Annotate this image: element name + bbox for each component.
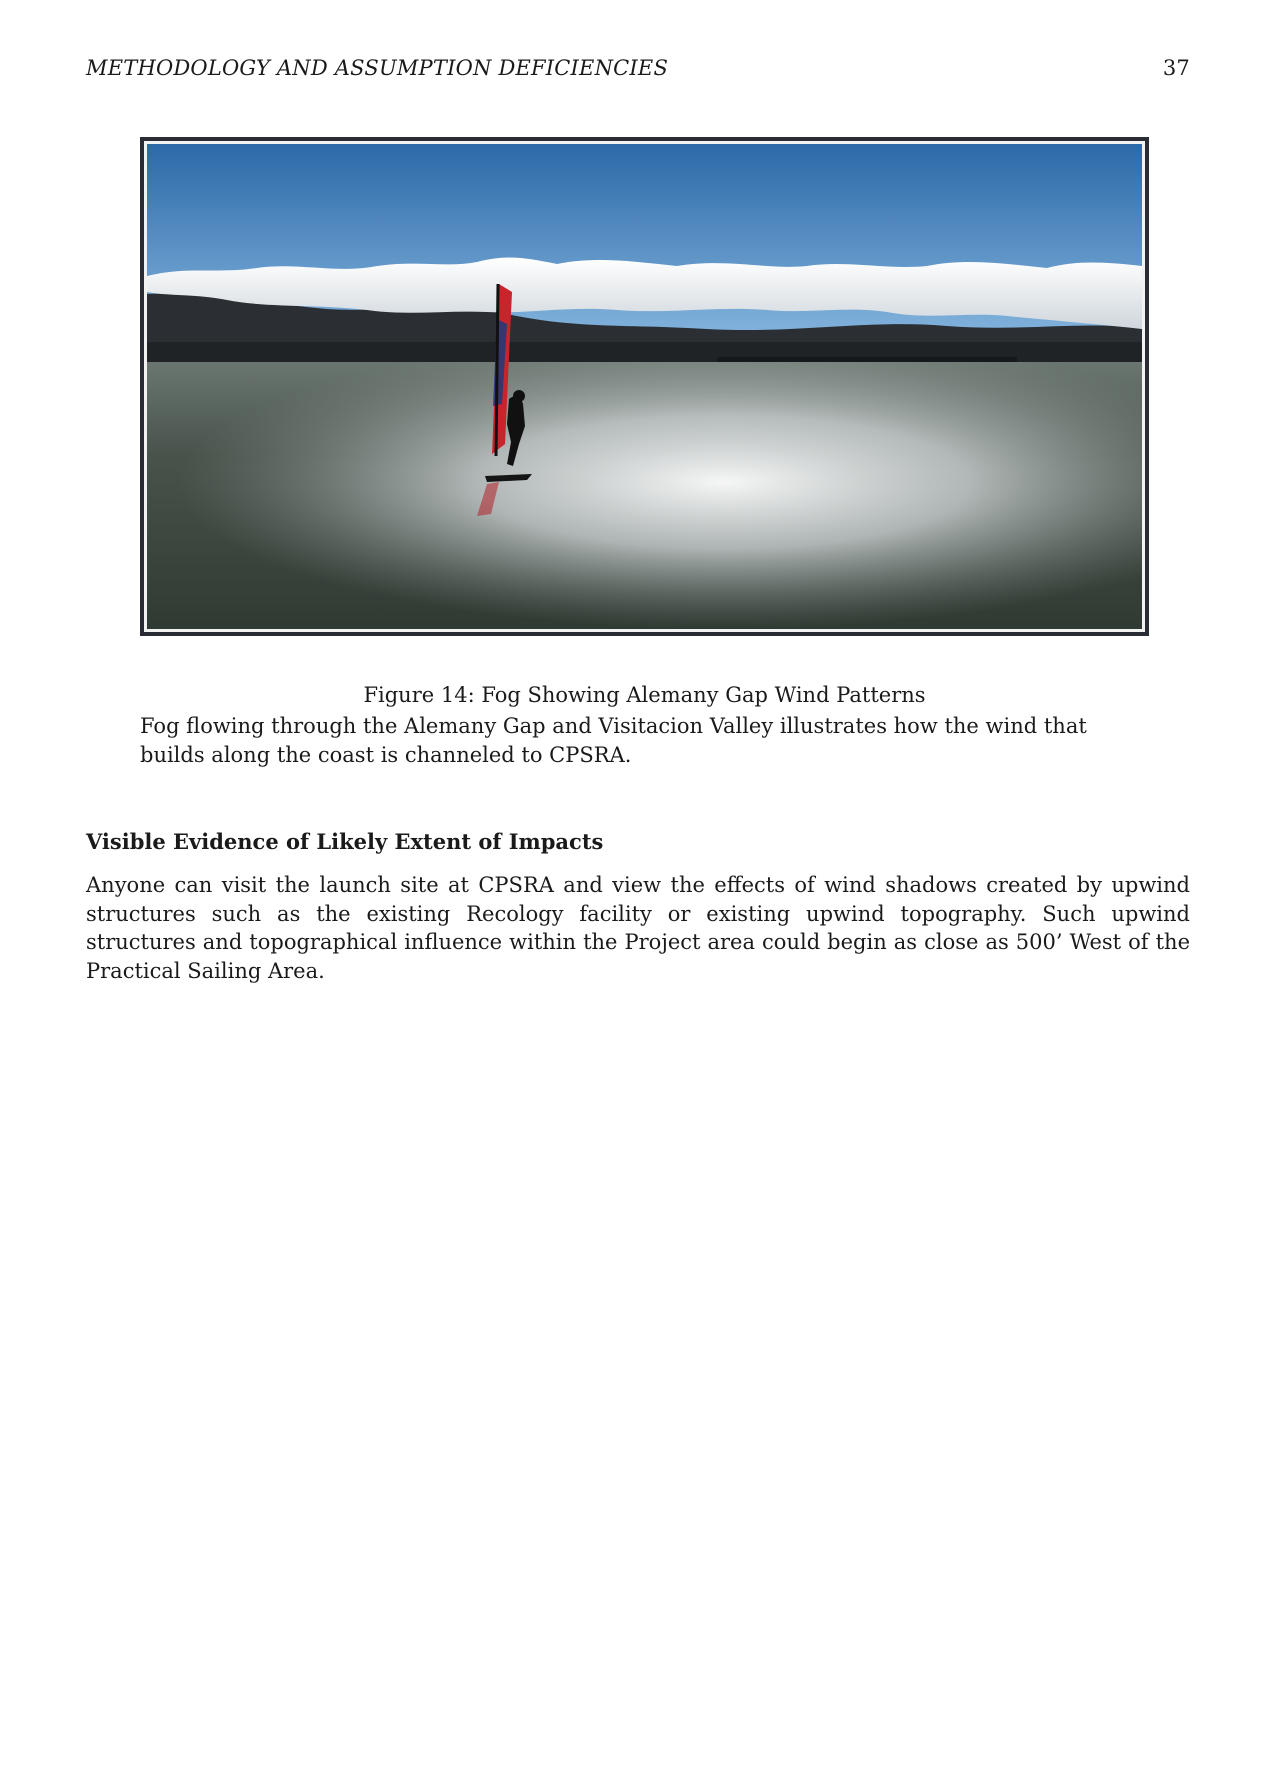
photo-windsurfer-fog <box>147 144 1142 629</box>
figure-caption-title: Figure 14: Fog Showing Alemany Gap Wind Patterns <box>363 683 926 707</box>
water-glare <box>147 362 1142 629</box>
figure-photo <box>144 141 1145 632</box>
running-head <box>86 56 1190 86</box>
body-paragraph: Anyone can visit the launch site at CPSRA and view the effects of wind shadows created by upwind structures such as the existing Recology facility or existing upwind topography. Such upwind structures and topographical influence within the Project area could begin as close as 500’ West of the Practical Sailing Area. <box>86 873 1190 983</box>
figure-caption-body: Fog flowing through the Alemany Gap and Visitacion Valley illustrates how the wind that builds along the coast is channeled to CPSRA. <box>140 714 1087 767</box>
running-title: METHODOLOGY AND ASSUMPTION DEFICIENCIES <box>86 56 669 80</box>
section-heading: Visible Evidence of Likely Extent of Impacts <box>86 829 604 854</box>
page-number: 37 <box>1162 56 1190 80</box>
figure-frame <box>140 137 1149 636</box>
